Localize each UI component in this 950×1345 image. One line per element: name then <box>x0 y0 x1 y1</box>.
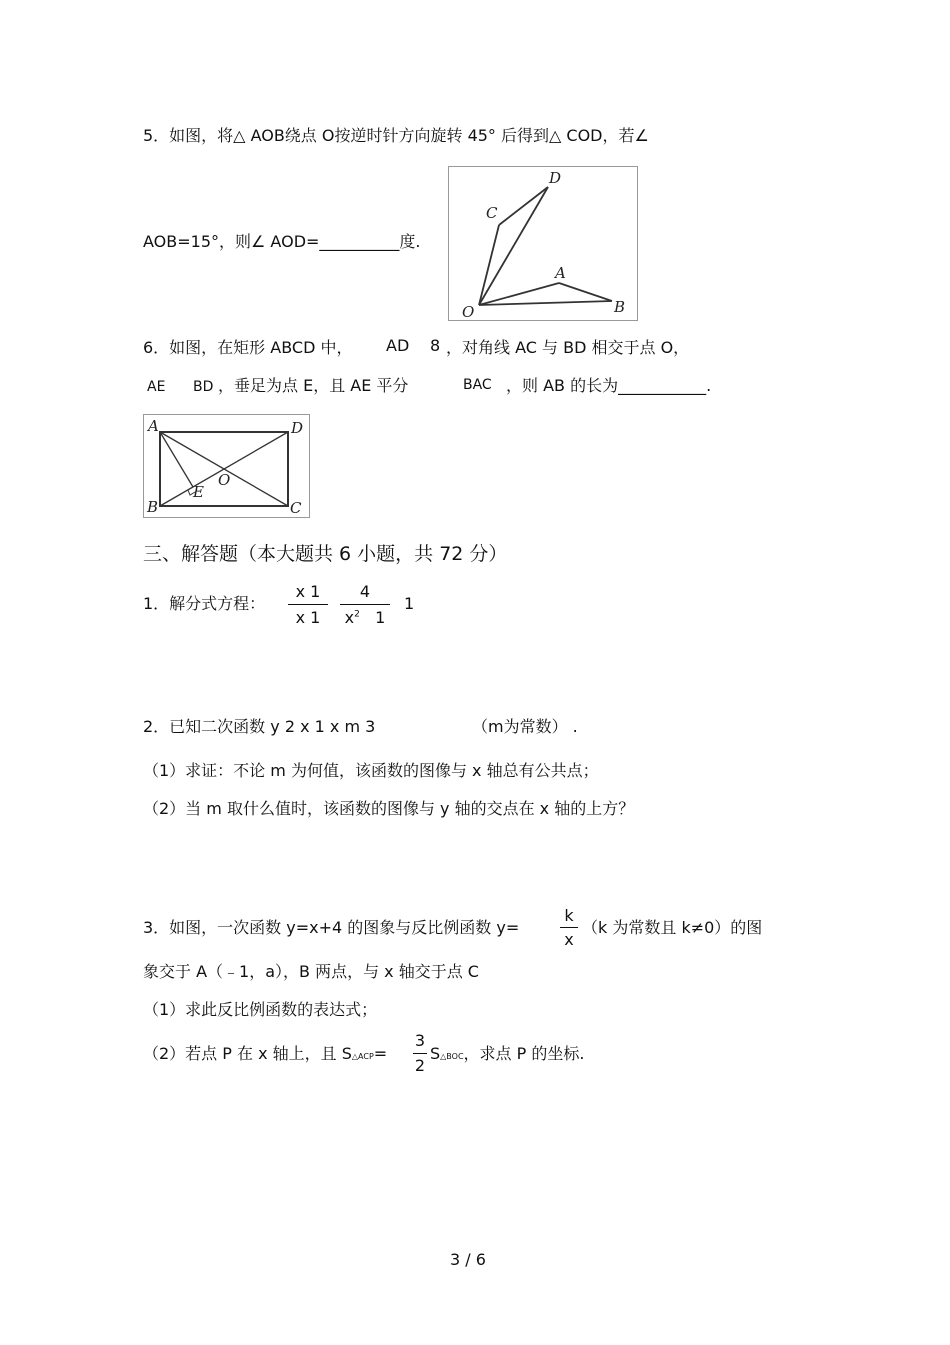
p3-line2: 象交于 A（﹣1，a），B 两点，与 x 轴交于点 C <box>143 962 479 981</box>
page-number: 3 / 6 <box>450 1250 486 1269</box>
fraction-bar <box>413 1053 427 1054</box>
q6-line2-a: ，垂足为点 E，且 AE 平分 <box>218 376 409 395</box>
p1-prefix: 1．解分式方程： <box>143 594 266 613</box>
fraction-bar <box>288 604 328 605</box>
q6-bd: BD <box>193 379 214 395</box>
label-b: B <box>614 298 626 316</box>
q5-line1: 5．如图，将△ AOB绕点 O按逆时针方向旋转 45° 后得到△ COD，若∠ <box>143 126 649 145</box>
p3-stem-b: （k 为常数且 k≠0）的图 <box>582 918 763 937</box>
q6-figure <box>143 414 310 518</box>
rectangle-diagram <box>144 415 309 517</box>
p3-k: k <box>564 906 574 925</box>
q6-line2-b: ，则 AB 的长为___________. <box>506 376 712 395</box>
label-d: D <box>291 419 304 437</box>
label-e: E <box>193 483 204 501</box>
p2-sub1: （1）求证：不论 m 为何值，该函数的图像与 x 轴总有公共点； <box>143 761 599 780</box>
label-o: O <box>462 303 475 320</box>
p1-f2-denominator: $x^2$ 1 <box>344 608 386 627</box>
p1-f2-numerator: 4 <box>359 582 371 601</box>
p3-stem-a: 3．如图，一次函数 y=x+4 的图象与反比例函数 y= <box>143 918 520 937</box>
label-a: A <box>148 417 159 435</box>
p1-f1-denominator: x 1 <box>295 608 321 627</box>
p3-three: 3 <box>414 1031 426 1050</box>
q6-line1-a: 6．如图，在矩形 ABCD 中， <box>143 338 353 357</box>
p1-fraction-2 <box>340 580 390 630</box>
label-b: B <box>147 498 159 516</box>
rotation-diagram <box>449 167 637 320</box>
q6-eight: 8 <box>430 336 441 355</box>
p3-sub2-tail: S△BOC，求点 P 的坐标. <box>430 1044 585 1063</box>
p2-stem-b: （m为常数） . <box>472 717 578 736</box>
q6-ae: AE <box>147 379 166 395</box>
p3-x: x <box>564 930 574 949</box>
q6-ad: AD <box>386 336 410 355</box>
p1-fraction-1 <box>288 580 328 630</box>
p2-stem-a: 2．已知二次函数 y 2 x 1 x m 3 <box>143 717 376 736</box>
q5-line2: AOB=15°，则∠ AOD=__________度. <box>143 232 421 251</box>
p3-two: 2 <box>414 1056 426 1075</box>
fraction-bar <box>560 927 578 928</box>
p1-f1-numerator: x 1 <box>295 582 321 601</box>
p3-sub1: （1）求此反比例函数的表达式； <box>143 1000 378 1019</box>
p3-fraction-three-halves <box>413 1031 427 1077</box>
label-c: C <box>290 499 302 517</box>
label-o: O <box>218 471 231 489</box>
label-d: D <box>549 169 562 187</box>
q6-line1-b: ，对角线 AC 与 BD 相交于点 O， <box>446 338 690 357</box>
label-a: A <box>555 264 566 282</box>
q5-figure <box>448 166 638 321</box>
section-heading: 三、解答题（本大题共 6 小题，共 72 分） <box>143 543 508 565</box>
label-c: C <box>486 204 498 222</box>
fraction-bar <box>340 604 390 605</box>
p3-fraction-kx <box>560 906 578 950</box>
p3-sub2: （2）若点 P 在 x 轴上，且 S△ACP= <box>143 1044 388 1063</box>
p1-rhs: 1 <box>404 594 415 613</box>
p2-sub2: （2）当 m 取什么值时，该函数的图像与 y 轴的交点在 x 轴的上方？ <box>143 799 635 818</box>
q6-bac: BAC <box>463 377 492 393</box>
